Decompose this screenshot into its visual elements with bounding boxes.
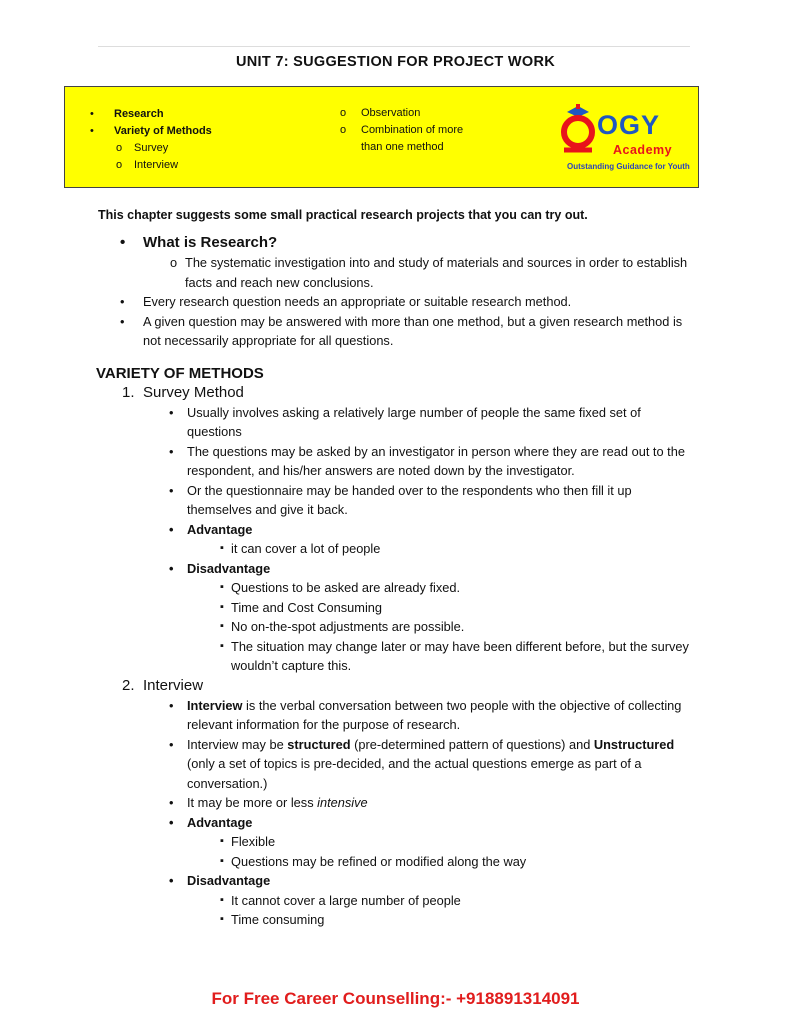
survey-disadvantage: ▪ Time and Cost Consuming <box>96 598 696 618</box>
methods-heading: VARIETY OF METHODS <box>96 364 264 382</box>
logo-subtitle: Academy <box>613 143 673 157</box>
summary-list-left <box>88 106 212 174</box>
survey-disadvantage: ▪ Questions to be asked are already fixed. <box>96 578 696 598</box>
research-point: • Every research question needs an appropriate or suitable research method. <box>96 292 696 312</box>
survey-title: Survey Method <box>143 383 244 401</box>
survey-heading <box>96 383 696 403</box>
interview-advantage: ▪ Flexible <box>96 832 696 852</box>
summary-item: • Research <box>88 106 212 123</box>
logo-tagline: Outstanding Guidance for Youth <box>567 162 690 171</box>
summary-list-right <box>337 105 487 156</box>
interview-point <box>96 735 696 794</box>
page-title: UNIT 7: SUGGESTION FOR PROJECT WORK <box>235 54 556 70</box>
interview-term: intensive <box>317 795 368 810</box>
survey-disadvantage: ▪ The situation may change later or may have been different before, but the survey wouldn’t capture this. <box>96 637 696 676</box>
top-rule <box>98 46 690 47</box>
summary-item: • Variety of Methods <box>88 123 212 140</box>
interview-title: Interview <box>143 676 204 694</box>
main-content <box>96 232 696 930</box>
interview-point-text: is the verbal conversation between two people with the objective of collecting relevant information for the purpose of research. <box>187 697 682 732</box>
interview-disadvantage-label: • Disadvantage <box>96 871 696 891</box>
intro-text: This chapter suggests some small practical research projects that you can try out. <box>98 208 588 222</box>
survey-list <box>96 403 696 676</box>
interview-term: structured <box>287 736 351 752</box>
survey-advantage: ▪ it can cover a lot of people <box>96 539 696 559</box>
interview-point-text: (only a set of topics is pre-decided, and the actual questions emerge as part of a conversation.) <box>187 756 642 791</box>
interview-advantage-label: • Advantage <box>96 813 696 833</box>
research-point: • A given question may be answered with more than one method, but a given research method is not necessarily appropriate for all questions. <box>96 312 696 351</box>
research-section <box>96 232 696 351</box>
logo-emblem-icon <box>553 102 603 164</box>
ogy-academy-logo <box>553 100 690 180</box>
interview-point-text: It may be more or less <box>187 795 318 810</box>
summary-subitem: o Interview <box>88 157 212 174</box>
interview-point <box>96 793 696 813</box>
interview-disadvantage: ▪ It cannot cover a large number of people <box>96 891 696 911</box>
summary-box <box>64 86 699 188</box>
survey-advantage-label: • Advantage <box>96 520 696 540</box>
interview-list <box>96 696 696 930</box>
interview-term: Interview <box>187 697 243 713</box>
summary-subitem: o Survey <box>88 140 212 157</box>
interview-term: Unstructured <box>593 736 675 752</box>
research-heading: • What is Research? <box>96 232 696 253</box>
research-definition: o The systematic investigation into and study of materials and sources in order to establish facts and reach new conclusions. <box>96 253 696 292</box>
interview-advantage: ▪ Questions may be refined or modified along the way <box>96 852 696 872</box>
interview-point-text: (pre-determined pattern of questions) and <box>350 736 594 752</box>
survey-disadvantage-label: • Disadvantage <box>96 559 696 579</box>
logo-name: OGY <box>597 110 661 140</box>
survey-point: • Usually involves asking a relatively large number of people the same fixed set of questions <box>96 403 696 442</box>
footer-counselling: For Free Career Counselling:- +918891314091 <box>211 989 580 1008</box>
summary-subitem: o Combination of more than one method <box>337 122 487 156</box>
survey-disadvantage: ▪ No on-the-spot adjustments are possible. <box>96 617 696 637</box>
survey-point: • The questions may be asked by an investigator in person where they are read out to the respondent, and his/her answers are noted down by the investigator. <box>96 442 696 481</box>
summary-subitem: o Observation <box>337 105 487 122</box>
interview-disadvantage: ▪ Time consuming <box>96 910 696 930</box>
interview-number: 2. <box>122 676 135 694</box>
survey-point: • Or the questionnaire may be handed over to the respondents who then fill it up themselves and give it back. <box>96 481 696 520</box>
interview-point-text: Interview may be <box>187 736 288 752</box>
interview-point <box>96 696 696 735</box>
interview-heading <box>96 676 696 696</box>
survey-number: 1. <box>122 383 135 401</box>
